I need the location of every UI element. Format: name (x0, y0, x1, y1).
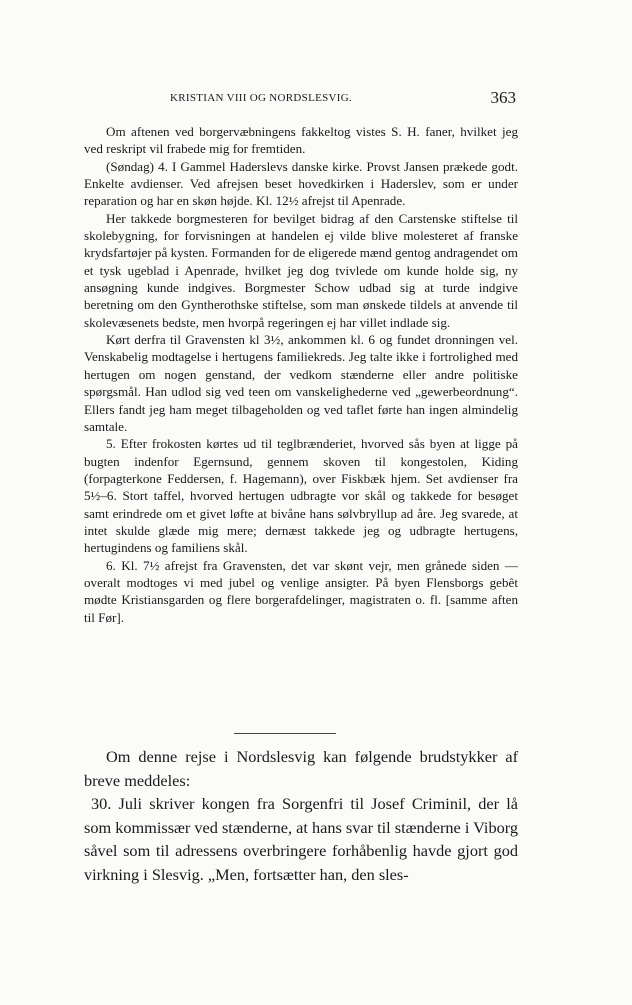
paragraph: (Søndag) 4. I Gammel Haderslevs danske kirke. Provst Jansen prækede godt. Enkelte avdienser. Ved afrejsen beset hovedkirken i Haderslev, som er under reparation og har en skøn højde. Kl. 12½ afrejst til Apenrade. (84, 158, 518, 209)
page-number: 363 (490, 88, 516, 107)
paragraph: 5. Efter frokosten kørtes ud til teglbrænderiet, hvorved sås byen at ligge på bugten indenfor Egernsund, gennem skoven til kongestolen, Kiding (forpagterkone Feddersen, f. Hagemann), over Fiskbæk hjem. Set avdienser fra 5½–6. Stort taffel, hvorved hertugen udbragte vor skål og takkede for besøget samt erindrede om et givet løfte at bivåne hans sølvbryllup ad åre. Jeg svarede, at intet skulde glæde mig mere; dernæst takkede jeg og udbragte hertugens, hertugindens og familiens skål. (84, 436, 518, 556)
page-header (84, 88, 516, 110)
paragraph: 30. Juli skriver kongen fra Sorgenfri til Josef Criminil, der lå som kommissær ved stænderne, at hans svar til stænderne i Viborg såvel som til adressens overbringere forhåbenlig havde gjort god virkning i Slesvig. „Men, fortsætter han, den sles- (84, 794, 518, 884)
body-text (84, 745, 518, 886)
paragraph: 6. Kl. 7½ afrejst fra Gravensten, det var skønt vejr, men grånede siden — overalt modtoges vi med jubel og venlige ansigter. På byen Flensborgs gebêt mødte Kristiansgarden og flere borgerafdelinger, magistraten o. fl. [samme aften til Før]. (84, 557, 518, 625)
running-title: KRISTIAN VIII OG NORDSLESVIG. (170, 92, 353, 104)
section-divider (234, 733, 336, 734)
paragraph: Om aftenen ved borgervæbningens fakkeltog vistes S. H. faner, hvilket jeg ved reskript vil frabede mig for fremtiden. (84, 124, 518, 157)
paragraph: Her takkede borgmesteren for bevilget bidrag af den Carstenske stiftelse til skolebygning, for forvisningen at handelen ej vilde blive molesteret af franske krydsfartøjer på kysten. Formanden for de eligerede mænd gentog andragendet om et tysk ugeblad i Apenrade, hvilket jeg dog tvivlede om kunde holde sig, ny ansøgning kunde indgives. Borgmester Schow udbad sig at turde indgive beretning om den Gyntherothske stiftelse, som man ønskede tildels at anvende til skolevæsenets bedste, men hvorpå regeringen ej har villet indlade sig. (84, 210, 518, 330)
paragraph: Om denne rejse i Nordslesvig kan følgende brudstykker af breve meddeles: (84, 747, 518, 790)
paragraph: Kørt derfra til Gravensten kl 3½, ankommen kl. 6 og fundet dronningen vel. Venskabelig modtagelse i hertugens familiekreds. Jeg talte ikke i fortrolighed med hertugen om nogen genstand, der vedkom stænderne eller andre politiske spørgsmål. Han udlod sig ved teen om vanskelighederne ved „gewerbeordnung“. Ellers fandt jeg ham meget tilbageholden og ved taflet førte han ingen almindelig samtale. (84, 332, 518, 434)
diary-excerpt (84, 123, 518, 626)
